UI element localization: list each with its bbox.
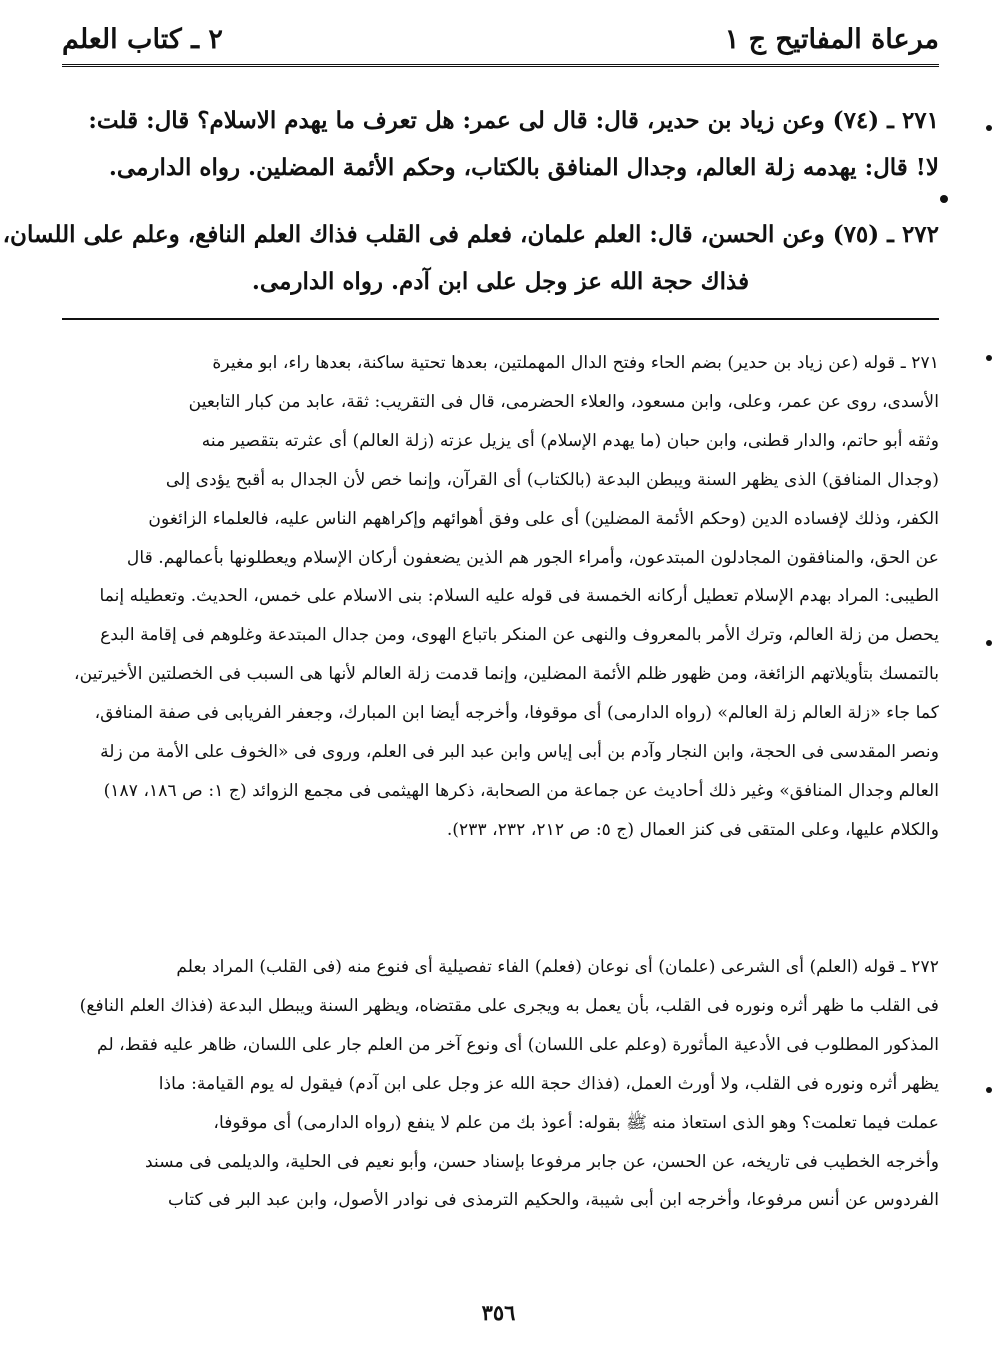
commentary-271-line: الطيبى: المراد بهدم الإسلام تعطيل أركانه الخمسة فى قوله عليه السلام: بنى الاسلام على خمس، الحديث. وتعطيله إنما bbox=[99, 586, 939, 607]
book-title: مرعاة المفاتيح ج ١ bbox=[724, 24, 939, 55]
header-rule bbox=[62, 64, 939, 67]
commentary-271-line: يحصل من زلة العالم، وترك الأمر بالمعروف والنهى عن المنكر باتباع الهوى، ومن جدال المبتدعة وغلوهم فى إقامة البدع bbox=[100, 625, 939, 646]
section-divider bbox=[62, 318, 939, 320]
commentary-271-line: كما جاء «زلة العالم زلة العالم» (رواه الدارمى) أى موقوفا، وأخرجه أيضا ابن المبارك، وجعفر الفريابى فى صفة المنافق، bbox=[94, 703, 939, 724]
commentary-272-line: يظهر أثره ونوره فى القلب، ولا أورث العمل، (فذاك حجة الله عز وجل على ابن آدم) فيقول له يوم القيامة: ماذا bbox=[158, 1073, 939, 1094]
commentary-272-line: وأخرجه الخطيب فى تاريخه، عن الحسن، عن جابر مرفوعا بإسناد حسن، وأبو نعيم فى الحلية، والديلمى فى مسند bbox=[145, 1151, 939, 1172]
commentary-271-line: ونصر المقدسى فى الحجة، وابن النجار وآدم بن أبى إياس وابن عبد البر فى العلم، وروى فى «الخوف على الأمة من زلة bbox=[100, 742, 939, 763]
page-number: ٣٥٦ bbox=[481, 1300, 516, 1325]
margin-dot bbox=[986, 125, 992, 131]
margin-dot bbox=[986, 1087, 992, 1093]
commentary-272-line: الفردوس عن أنس مرفوعا، وأخرجه ابن أبى شيبة، والحكيم الترمذى فى نوادر الأصول، وابن عبد البر فى كتاب bbox=[167, 1190, 939, 1211]
commentary-271-line: عن الحق، والمنافقون المجادلون المبتدعون، وأمراء الجور هم الذين يضعفون أركان الإسلام ويعطلونها بأعمالهم. قال bbox=[126, 547, 939, 568]
commentary-272-line: ٢٧٢ ـ قوله (العلم) أى الشرعى (علمان) أى نوعان (فعلم) الفاء تفصيلية أى فنوع منه (فى القلب) المراد بعلم bbox=[176, 957, 939, 977]
hadith-272 bbox=[2, 211, 939, 305]
hadith-272-line-1: ٢٧٢ ـ (٧٥) وعن الحسن، قال: العلم علمان، فعلم فى القلب فذاك العلم النافع، وعلم على اللسان، bbox=[2, 221, 939, 248]
commentary-271-line: العالم وجدال المنافق» وغير ذلك أحاديث عن جماعة من الصحابة، ذكرها الهيثمى فى مجمع الزوائد (ج ١: ص ١٨٦، ١٨٧) bbox=[103, 780, 939, 801]
chapter-title: ٢ ـ كتاب العلم bbox=[62, 24, 223, 55]
commentary-272-line: فى القلب ما ظهر أثره ونوره فى القلب، بأن يعمل به ويجرى على مقتضاه، ويظهر السنة ويبطل البدعة (فذاك العلم النافع) bbox=[79, 995, 939, 1016]
ink-blot bbox=[940, 195, 948, 203]
hadith-271-line-2: لا! قال: يهدمه زلة العالم، وجدال المنافق بالكتاب، وحكم الأئمة المضلين. رواه الدارمى. bbox=[108, 154, 939, 181]
commentary-271-line: بالتمسك بتأويلاتهم الزائغة، ومن ظهور ظلم الأئمة المضلين، وإنما قدمت زلة العالم لأنها هى السبب فى الخصلتين الأخيرتين، bbox=[74, 664, 939, 685]
margin-dot bbox=[986, 355, 992, 361]
commentary-271-line: الأسدى، روى عن عمر، وعلى، وابن مسعود، والعلاء الحضرمى، قال فى التقريب: ثقة، عابد من كبار التابعين bbox=[188, 391, 939, 412]
margin-dot bbox=[986, 640, 992, 646]
commentary-272 bbox=[62, 948, 939, 1220]
hadith-271-line-1: ٢٧١ ـ (٧٤) وعن زياد بن حدير، قال: قال لى عمر: هل تعرف ما يهدم الاسلام؟ قال: قلت: bbox=[88, 107, 939, 134]
running-header bbox=[62, 18, 939, 60]
commentary-271-line: ٢٧١ ـ قوله (عن زياد بن حدير) بضم الحاء وفتح الدال المهملتين، بعدها تحتية ساكنة، بعدها راء، ابو مغيرة bbox=[212, 353, 939, 373]
commentary-271-line: وثقه أبو حاتم، والدار قطنى، وابن حبان (ما يهدم الإسلام) أى يزيل عزته (زلة العالم) أى عثرته بتقصير منه bbox=[201, 430, 939, 451]
commentary-271-line: (وجدال المنافق) الذى يظهر السنة ويبطن البدعة (بالكتاب) أى القرآن، وإنما خص لأن الجدال به أقبح يؤدى إلى bbox=[165, 469, 939, 490]
commentary-271 bbox=[62, 344, 939, 850]
commentary-272-line: المذكور المطلوب فى الأدعية المأثورة (وعلم على اللسان) أى ونوع آخر من العلم جار على اللسان، ظاهر عليه فقط، لم bbox=[97, 1034, 939, 1055]
hadith-271 bbox=[62, 97, 939, 191]
commentary-271-line: الكفر، وذلك لإفساده الدين (وحكم الأئمة المضلين) أى على وفق أهوائهم وإكراههم الناس عليه، فالعلماء الزائغون bbox=[148, 508, 939, 529]
hadith-272-line-2: فذاك حجة الله عز وجل على ابن آدم. رواه الدارمى. bbox=[251, 268, 750, 295]
commentary-272-line: عملت فيما تعلمت؟ وهو الذى استعاذ منه ﷺ بقوله: أعوذ بك من علم لا ينفع (رواه الدارمى) أى موقوفا، bbox=[213, 1112, 939, 1133]
commentary-271-line: والكلام عليها، وعلى المتقى فى كنز العمال (ج ٥: ص ٢١٢، ٢٣٢، ٢٣٣). bbox=[446, 819, 939, 840]
